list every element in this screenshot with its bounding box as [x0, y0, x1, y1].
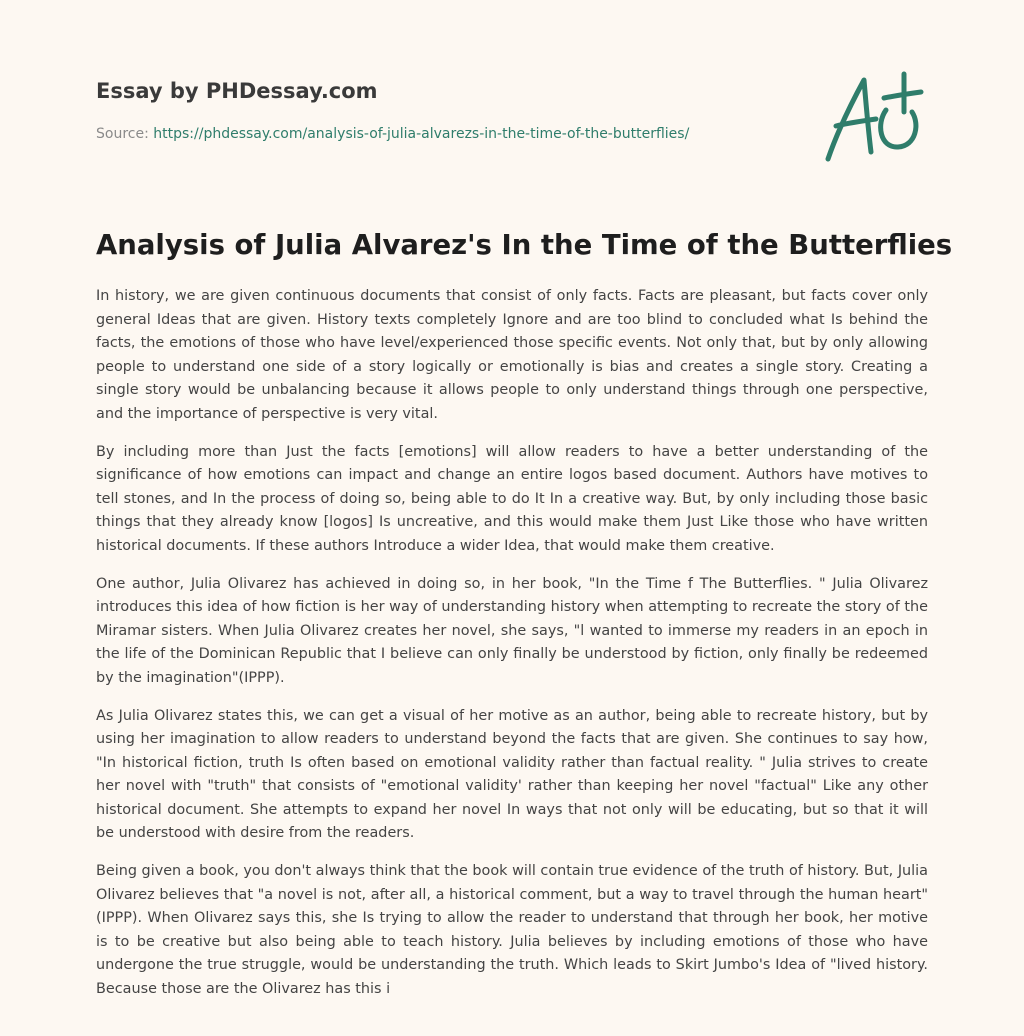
- a-plus-grade-icon: [822, 68, 928, 164]
- essay-paragraph: In history, we are given continuous documents that consist of only facts. Facts are pleasant, but facts cover only general Ideas that are given. History texts completely Ignore and are too blind to concluded what Is behind the facts, the emotions of those who have level/experienced those specific events. Not only that, but by only allowing people to understand one side of a story logically or emotionally is bias and creates a single story. Creating a single story would be unbalancing because it allows people to only understand things through one perspective, and the importance of perspective is very vital.: [96, 288, 928, 422]
- source-link[interactable]: https://phdessay.com/analysis-of-julia-alvarezs-in-the-time-of-the-butterflies/: [153, 126, 690, 142]
- essay-paragraph: As Julia Olivarez states this, we can get a visual of her motive as an author, being able to recreate history, but by using her imagination to allow readers to understand beyond the facts that are given. She continues to say how, "In historical fiction, truth Is often based on emotional validity rather than factual reality. " Julia strives to create her novel with "truth" that consists of "emotional validity' rather than keeping her novel "factual" Like any other historical document. She attempts to expand her novel In ways that not only will be educating, but so that it will be understood with desire from the readers.: [96, 707, 928, 842]
- source-line: [96, 124, 796, 144]
- essay-body: [96, 285, 928, 1016]
- essay-paragraph: Being given a book, you don't always think that the book will contain true evidence of the truth of history. But, Julia Olivarez believes that "a novel is not, after all, a historical comment, but a way to travel through the human heart" (IPPP). When Olivarez says this, she Is trying to allow the reader to understand that through her book, her motive is to be creative but also being able to teach history. Julia believes by including emotions of those who have undergone the true struggle, would be understanding the truth. Which leads to Skirt Jumbo's Idea of "lived history. Because those are the Olivarez has this i: [96, 863, 928, 998]
- essay-header: [96, 78, 796, 144]
- site-brand: Essay by PHDessay.com: [96, 79, 378, 103]
- essay-paragraph: By including more than Just the facts [emotions] will allow readers to have a better understanding of the significance of how emotions can impact and change an entire logos based document. Authors have motives to tell stones, and In the process of doing so, being able to do It In a creative way. But, by only including those basic things that they already know [logos] Is uncreative, and this would make them Just Like those who have written historical documents. If these authors Introduce a wider Idea, that would make them creative.: [96, 443, 928, 554]
- essay-title: Analysis of Julia Alvarez's In the Time of the Butterflies: [96, 229, 953, 261]
- essay-paragraph: One author, Julia Olivarez has achieved in doing so, in her book, "In the Time f The Butterflies. " Julia Olivarez introduces this idea of how fiction is her way of understanding history when attempting to recreate the story of the Miramar sisters. When Julia Olivarez creates her novel, she says, "l wanted to immerse my readers in an epoch in the life of the Dominican Republic that I believe can only finally be understood by fiction, only finally be redeemed by the imagination"(IPPP).: [96, 575, 928, 686]
- source-label: Source:: [96, 126, 149, 142]
